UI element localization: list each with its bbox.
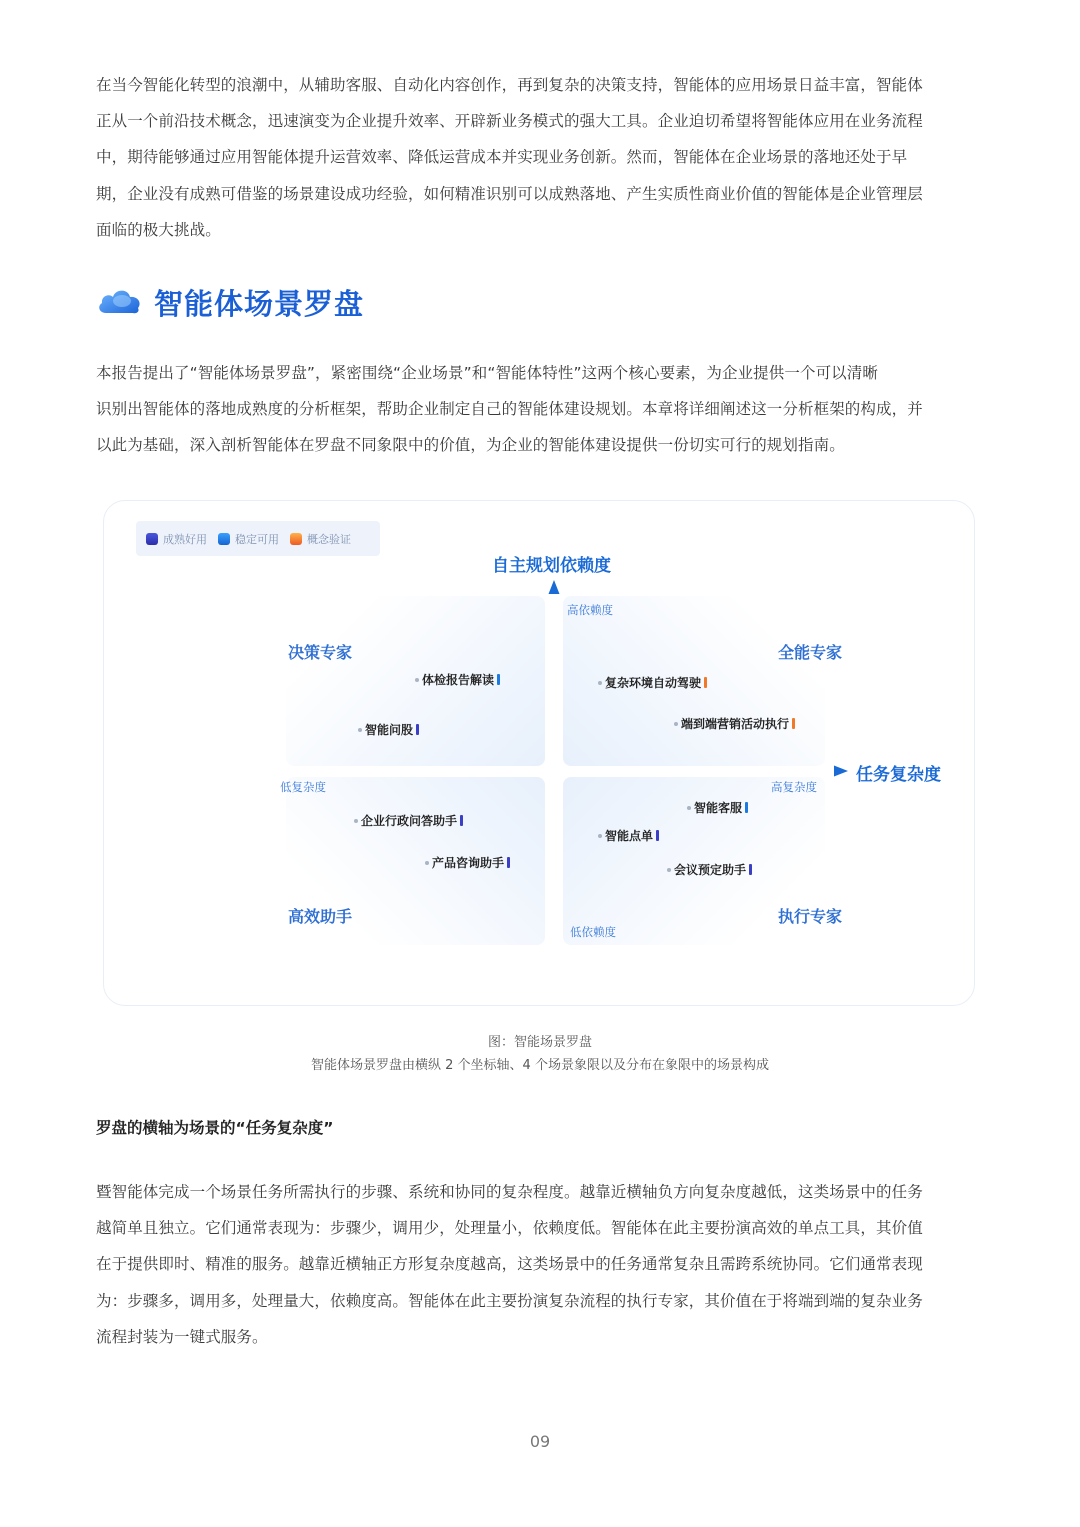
section-title: 智能体场景罗盘 (154, 286, 365, 321)
scenario-dot (667, 868, 671, 872)
section-intro-line: 本报告提出了“智能体场景罗盘”，紧密围绕“企业场景”和“智能体特性”这两个核心要素，为企业提供一个可以清晰 (96, 364, 878, 382)
section-intro-line: 以此为基础，深入剖析智能体在罗盘不同象限中的价值，为企业的智能体建设提供一份切实可行的规划指南。 (96, 436, 845, 455)
figure-caption-title: 图：智能场景罗盘 (487, 1035, 592, 1050)
scenario-dot (687, 806, 691, 810)
intro-line: 正从一个前沿技术概念，迅速演变为企业提升效率、开辟新业务模式的强大工具。企业迫切希望将智能体应用在业务流程 (96, 112, 923, 131)
scenario-label: 体检报告解读 (422, 673, 495, 687)
scenario-status-bar (460, 815, 463, 826)
intro-line: 期，企业没有成熟可借鉴的场景建设成功经验，如何精准识别可以成熟落地、产生实质性商业价值的智能体是企业管理层 (96, 184, 923, 203)
scenario-status-bar (749, 864, 752, 875)
scenario-label: 智能客服 (694, 801, 743, 815)
scenario-item (358, 721, 419, 738)
intro-line: 中，期待能够通过应用智能体提升运营效率、降低运营成本并实现业务创新。然而，智能体在企业场景的落地还处于早 (96, 148, 908, 167)
scenario-label: 智能问股 (365, 723, 414, 737)
scenario-label: 产品咨询助手 (432, 856, 505, 870)
x-axis-arrow (834, 766, 848, 777)
figure-caption-subtitle: 智能体场景罗盘由横纵 2 个坐标轴、4 个场景象限以及分布在象限中的场景构成 (311, 1058, 769, 1073)
scenario-dot (674, 722, 678, 726)
quadrant-label-top-left: 决策专家 (288, 643, 353, 662)
scenario-item (598, 674, 707, 691)
scenario-item (674, 715, 795, 732)
body-line: 在于提供即时、精准的服务。越靠近横轴正方形复杂度越高，这类场景中的任务通常复杂且需跨系统协同。它们通常表现 (96, 1255, 923, 1274)
body-line: 暨智能体完成一个场景任务所需执行的步骤、系统和协同的复杂程度。越靠近横轴负方向复杂度越低，这类场景中的任务 (96, 1183, 923, 1201)
body-line: 为：步骤多，调用多，处理量大，依赖度高。智能体在此主要扮演复杂流程的执行专家，其价值在于将端到端的复杂业务 (96, 1291, 923, 1310)
intro-line: 在当今智能化转型的浪潮中，从辅助客服、自动化内容创作，再到复杂的决策支持，智能体的应用场景日益丰富，智能体 (96, 76, 923, 94)
scenario-dot (425, 861, 429, 865)
scenario-dot (598, 834, 602, 838)
scenario-label: 端到端营销活动执行 (681, 717, 790, 731)
scenario-item (687, 799, 748, 816)
y-axis-high-label: 高依赖度 (567, 603, 613, 617)
scenario-item (598, 827, 659, 844)
scenario-item (354, 812, 463, 829)
scenario-status-bar (497, 674, 500, 685)
x-axis-title: 任务复杂度 (856, 765, 941, 785)
scenario-status-bar (704, 677, 707, 688)
scenario-label: 智能点单 (605, 829, 654, 843)
x-axis-high-label: 高复杂度 (771, 780, 817, 794)
scenario-status-bar (745, 802, 748, 813)
scenario-item (415, 671, 500, 688)
scenario-status-bar (416, 724, 419, 735)
body-paragraph (96, 1174, 986, 1355)
scenario-status-bar (507, 857, 510, 868)
legend-label: 概念验证 (307, 532, 351, 546)
scenario-label: 会议预定助手 (674, 863, 747, 877)
legend-label: 成熟好用 (163, 532, 207, 546)
scenario-item (667, 861, 752, 878)
body-line: 越简单且独立。它们通常表现为：步骤少，调用少，处理量小，依赖度低。智能体在此主要扮演高效的单点工具，其价值 (96, 1219, 923, 1238)
scenario-dot (415, 678, 419, 682)
scenario-item (425, 854, 510, 871)
scenario-dot (598, 681, 602, 685)
section-intro-line: 识别出智能体的落地成熟度的分析框架，帮助企业制定自己的智能体建设规划。本章将详细阐述这一分析框架的构成，并 (96, 400, 923, 419)
intro-line: 面临的极大挑战。 (96, 220, 221, 239)
legend-label: 稳定可用 (235, 532, 279, 546)
quadrant-label-bottom-right: 执行专家 (778, 907, 843, 926)
page-number: 09 (529, 1432, 551, 1451)
y-axis-low-label: 低依赖度 (570, 925, 616, 939)
scenario-status-bar (792, 718, 795, 729)
body-line: 流程封装为一键式服务。 (96, 1327, 268, 1346)
x-axis-low-label: 低复杂度 (280, 780, 326, 794)
y-axis-title: 自主规划依赖度 (492, 556, 611, 576)
quadrant-label-top-right: 全能专家 (778, 643, 843, 662)
sub-heading: 罗盘的横轴为场景的“任务复杂度” (96, 1119, 334, 1137)
quadrant-label-bottom-left: 高效助手 (288, 907, 353, 926)
scenario-label: 复杂环境自动驾驶 (605, 676, 702, 690)
scenario-dot (354, 819, 358, 823)
scenario-dot (358, 728, 362, 732)
y-axis-arrow (549, 580, 560, 594)
scenario-label: 企业行政问答助手 (361, 814, 458, 828)
scenario-status-bar (656, 830, 659, 841)
